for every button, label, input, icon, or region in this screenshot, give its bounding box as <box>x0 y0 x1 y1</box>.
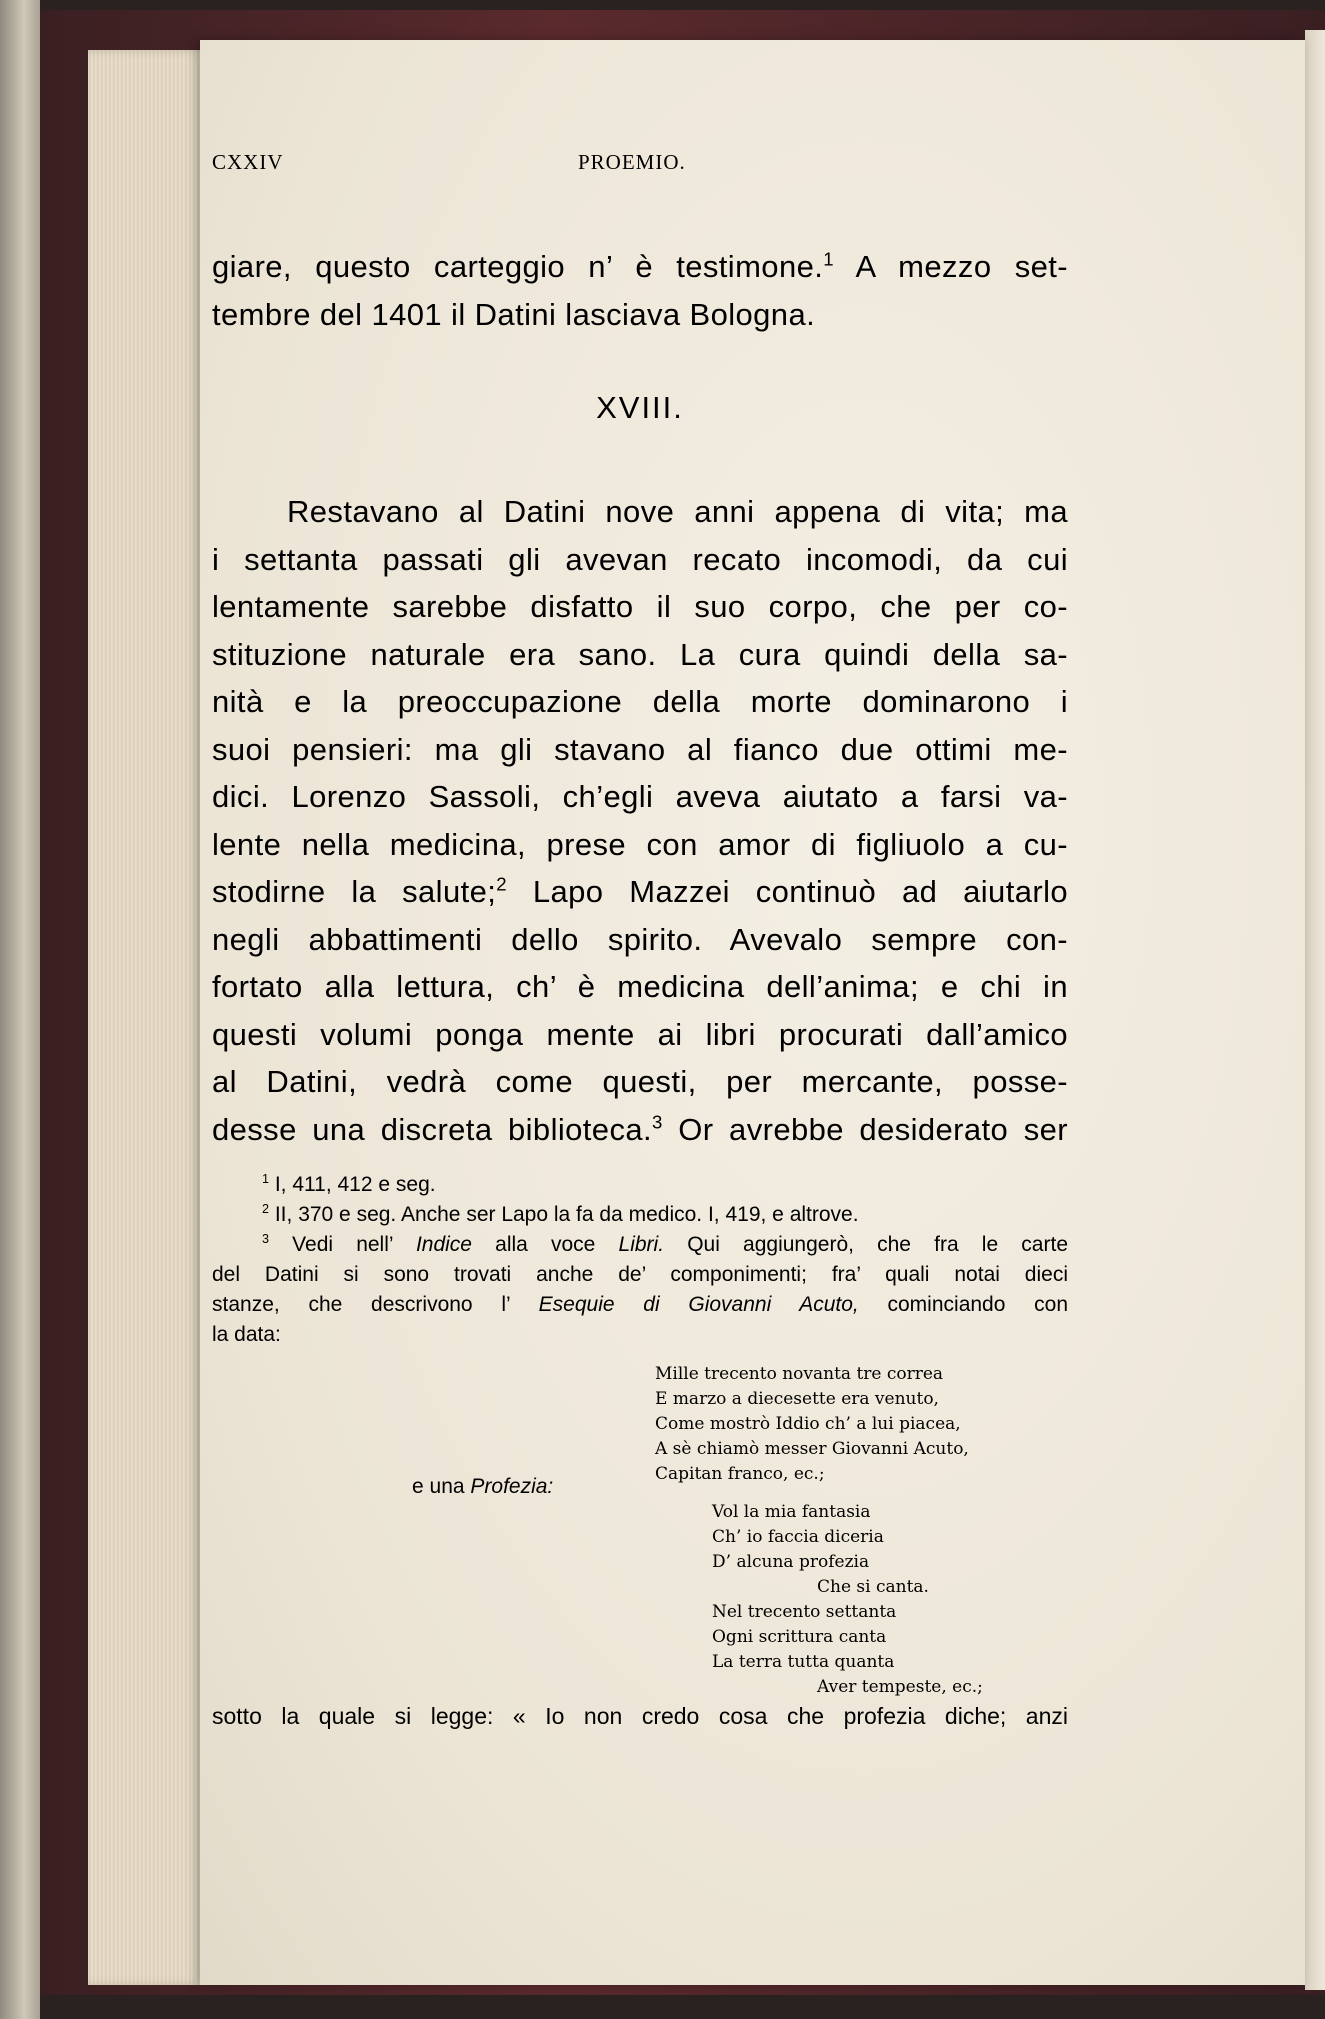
footnote-3-line: la data: <box>212 1323 281 1346</box>
text-line: Restavano al Datini nove anni appena di vita; ma <box>287 494 1068 529</box>
verse-line: A sè chiamò messer Giovanni Acuto, <box>655 1439 969 1459</box>
text-line: nità e la preoccupazione della morte dominarono i <box>212 684 1068 719</box>
paragraph-continuation <box>212 243 1068 338</box>
text-line: questi volumi ponga mente ai libri procurati dall’amico <box>212 1016 1068 1052</box>
paragraph <box>212 488 1068 1153</box>
verse-line: Aver tempeste, ec.; <box>817 1677 983 1697</box>
footnotes <box>212 1170 1068 1350</box>
verse-line: Capitan franco, ec.; <box>655 1464 825 1484</box>
verse-line: Nel trecento settanta <box>712 1602 897 1622</box>
verse-line: Vol la mia fantasia <box>712 1502 871 1522</box>
footnote-2: $^2$ II, 370 e seg. Anche ser Lapo la fa da medico. I, 419, e altrove. <box>262 1202 859 1226</box>
verse-line: D’ alcuna profezia <box>712 1552 870 1572</box>
footnote-1: $^1$ I, 411, 412 e seg. <box>262 1172 436 1196</box>
text-line: fortato alla lettura, ch’ è medicina dell’anima; e chi in <box>212 969 1068 1004</box>
closing-line: sotto la quale si legge: « Io non credo cosa che profezia diche; anzi <box>212 1703 1068 1729</box>
text-line: giare, questo carteggio n’ è testimone.$^1$ A mezzo set- <box>212 248 1068 284</box>
page-stack <box>88 50 208 1985</box>
section-heading: XVIII. <box>596 390 684 425</box>
footnote-3: $^3$ Vedi nell’ Indice alla voce Libri. Qui aggiungerò, che fra le carte <box>262 1232 1068 1256</box>
verse-line: Ch’ io faccia diceria <box>712 1527 884 1547</box>
verse-line: Ogni scrittura canta <box>712 1627 887 1647</box>
footnote-3-line: stanze, che descrivono l’ Esequie di Giovanni Acuto, cominciando con <box>212 1293 1069 1316</box>
next-page-edge <box>1305 30 1325 1990</box>
text-line: negli abbattimenti dello spirito. Avevalo sempre con- <box>212 921 1068 957</box>
text-line: lentamente sarebbe disfatto il suo corpo, che per co- <box>212 589 1068 624</box>
text-line: al Datini, vedrà come questi, per mercante, posse- <box>212 1064 1068 1099</box>
footnote-3-line: del Datini si sono trovati anche de’ componimenti; fra’ quali notai dieci <box>212 1263 1068 1286</box>
verse-line: La terra tutta quanta <box>712 1652 895 1672</box>
text-line: suoi pensieri: ma gli stavano al fianco due ottimi me- <box>212 731 1068 767</box>
text-line: dici. Lorenzo Sassoli, ch’egli aveva aiutato a farsi va- <box>212 779 1068 814</box>
text-line: stodirne la salute;$^2$ Lapo Mazzei continuò ad aiutarlo <box>212 873 1069 909</box>
text-line: stituzione naturale era sano. La cura quindi della sa- <box>212 636 1068 672</box>
text-line: tembre del 1401 il Datini lasciava Bologna. <box>212 296 816 332</box>
running-head <box>212 150 912 180</box>
text-line: lente nella medicina, prese con amor di figliuolo a cu- <box>212 826 1068 862</box>
text-line: i settanta passati gli avevan recato incomodi, da cui <box>212 541 1068 577</box>
footnote-ref: 2 <box>496 873 508 895</box>
profezia-intro: e una Profezia: <box>412 1475 554 1498</box>
binding-edge <box>0 0 40 2019</box>
verse-esequie <box>655 1362 969 1487</box>
verse-line: Che si canta. <box>817 1577 929 1597</box>
verse-profezia <box>712 1500 983 1700</box>
verse-line: Mille trecento novanta tre correa <box>655 1364 944 1384</box>
running-title: PROEMIO. <box>578 150 686 174</box>
verse-line: Come mostrò Iddio ch’ a lui piacea, <box>655 1414 961 1434</box>
page-number: CXXIV <box>212 150 284 174</box>
footnote-ref: 1 <box>823 248 834 270</box>
footnote-ref: 3 <box>652 1111 663 1133</box>
verse-line: E marzo a diecesette era venuto, <box>655 1389 939 1409</box>
text-line: desse una discreta biblioteca.$^3$ Or avrebbe desiderato ser <box>212 1111 1068 1147</box>
